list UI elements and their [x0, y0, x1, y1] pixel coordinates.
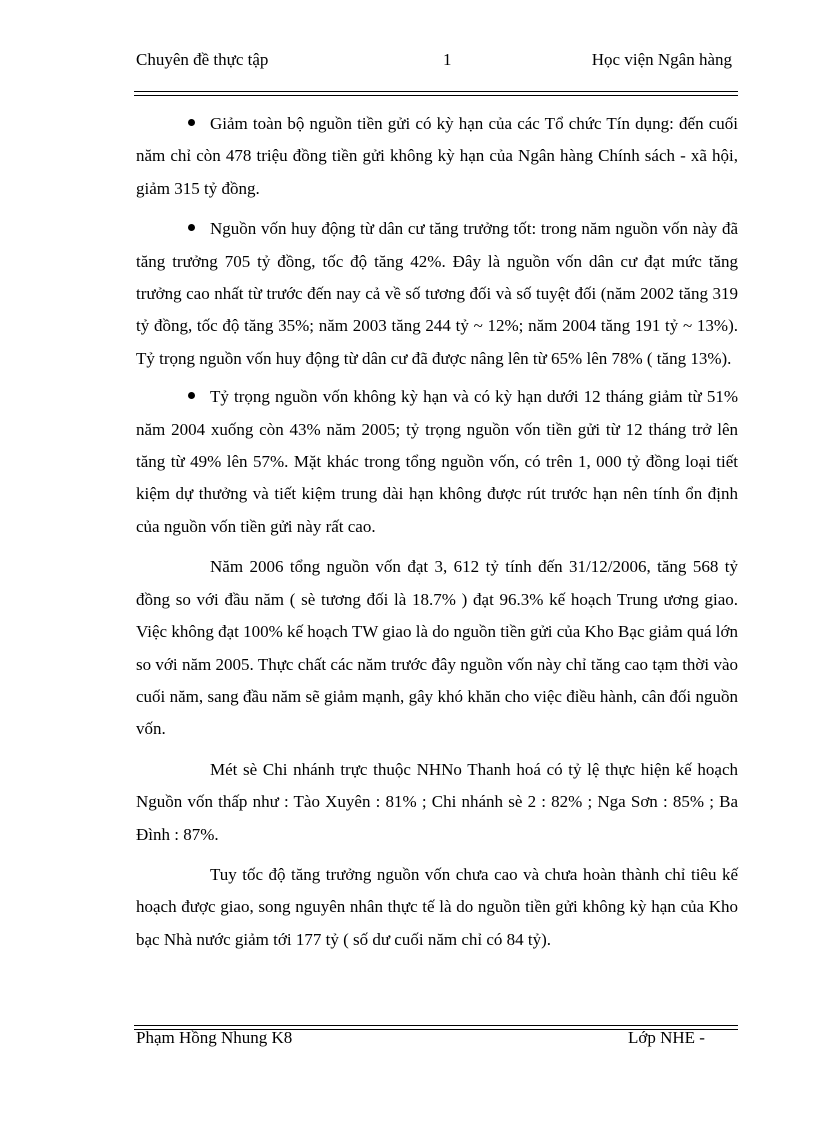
bullet-text: Nguồn vốn huy động từ dân cư tăng trưởng tốt: trong năm nguồn vốn này đã tăng trưởng 705 tỷ đồng, tốc độ tăng 42%. Đây là nguồn vốn dân cư đạt mức tăng trưởng cao nhất từ trước đến nay cả về số tương đối và số tuyệt đối (năm 2002 tăng 319 tỷ đồng, tốc độ tăng 35%; năm 2003 tăng 244 tỷ ~ 12%; năm 2004 tăng 191 tỷ ~ 13%). Tỷ trọng nguồn vốn huy động từ dân cư đã được nâng lên từ 65% lên 78% ( tăng 13%).: [136, 219, 738, 368]
bullet-icon: [188, 392, 195, 399]
body-paragraph: Tuy tốc độ tăng trưởng nguồn vốn chưa cao và chưa hoàn thành chỉ tiêu kế hoạch được giao, song nguyên nhân thực tế là do nguồn tiền gửi không kỳ hạn của Kho bạc Nhà nước giảm tới 177 tỷ ( số dư cuối năm chỉ có 84 tỷ).: [136, 864, 738, 949]
body-paragraph: Mét sè Chi nhánh trực thuộc NHNo Thanh hoá có tỷ lệ thực hiện kế hoạch Nguồn vốn thấp như : Tào Xuyên : 81% ; Chi nhánh sè 2 : 82% ; Nga Sơn : 85% ; Ba Đình : 87%.: [136, 759, 738, 844]
page-number: 1: [443, 50, 452, 69]
footer-rule-top: [134, 1025, 738, 1026]
bullet-icon: [188, 224, 195, 231]
page-body: [136, 108, 738, 956]
footer-class: Lớp NHE -: [628, 1028, 705, 1047]
bullet-icon: [188, 119, 195, 126]
header-rule-top: [134, 91, 738, 92]
page-header: [136, 50, 738, 72]
bullet-item: [136, 381, 738, 543]
bullet-item: [136, 213, 738, 375]
header-institution: Học viện Ngân hàng: [591, 50, 732, 69]
body-paragraph: Năm 2006 tổng nguồn vốn đạt 3, 612 tỷ tính đến 31/12/2006, tăng 568 tỷ đồng so với đầu năm ( sè tương đối là 18.7% ) đạt 96.3% kế hoạch Trung ương giao. Việc không đạt 100% kế hoạch TW giao là do nguồn tiền gửi của Kho Bạc giảm quá lớn so với năm 2005. Thực chất các năm trước đây nguồn vốn này chỉ tăng cao tạm thời vào cuối năm, sang đầu năm sẽ giảm mạnh, gây khó khăn cho việc điều hành, cân đối nguồn vốn.: [136, 557, 738, 739]
bullet-text: Giảm toàn bộ nguồn tiền gửi có kỳ hạn của các Tổ chức Tín dụng: đến cuối năm chỉ còn 478 triệu đồng tiền gửi không kỳ hạn của Ngân hàng Chính sách - xã hội, giảm 315 tỷ đồng.: [136, 114, 738, 198]
bullet-item: [136, 108, 738, 205]
footer-author: Phạm Hồng Nhung K8: [136, 1028, 293, 1047]
header-rule-bottom: [134, 95, 738, 96]
bullet-text: Tỷ trọng nguồn vốn không kỳ hạn và có kỳ hạn dưới 12 tháng giảm từ 51% năm 2004 xuống còn 43% năm 2005; tỷ trọng nguồn vốn tiền gửi từ 12 tháng trở lên tăng từ 49% lên 57%. Mặt khác trong tổng nguồn vốn, có trên 1, 000 tỷ đồng loại tiết kiệm dự thưởng và tiết kiệm trung dài hạn không được rút trước hạn nên tính ổn định của nguồn vốn tiền gửi này rất cao.: [136, 387, 738, 536]
header-title: Chuyên đề thực tập: [136, 50, 269, 69]
